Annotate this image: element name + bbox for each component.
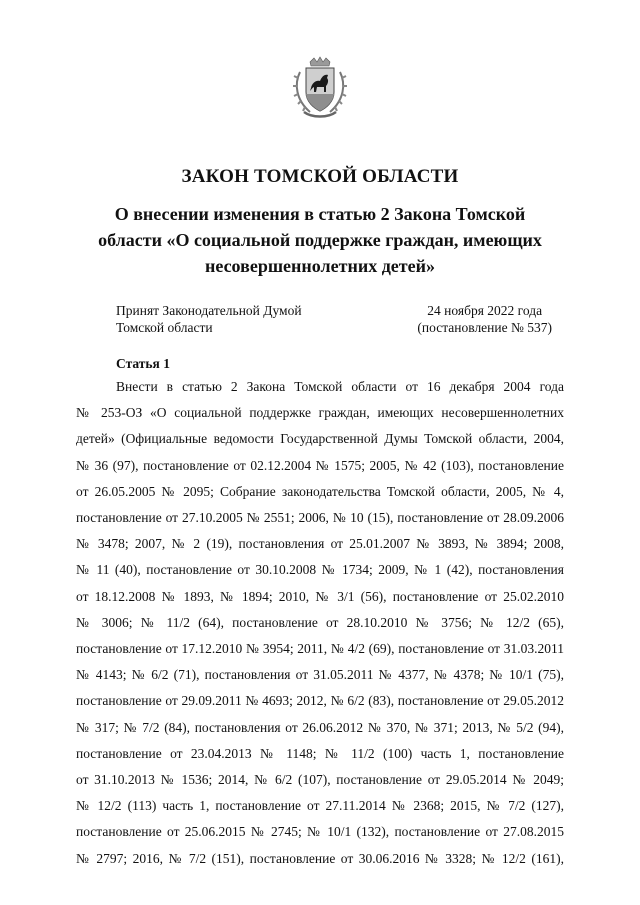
article-line: от 31.10.2013 № 1536; 2014, № 6/2 (107), постановление от 29.05.2014 № 2049;	[76, 772, 564, 788]
document-subtitle	[70, 201, 570, 279]
article-line: № 2797; 2016, № 7/2 (151), постановление от 30.06.2016 № 3328; № 12/2 (161),	[76, 850, 564, 866]
article-line: № 253-ОЗ «О социальной поддержке граждан, имеющих несовершеннолетних	[76, 405, 564, 421]
adoption-body-line: Томской области	[116, 320, 213, 335]
article-line: № 36 (97), постановление от 02.12.2004 № 1575; 2005, № 42 (103), постановление	[76, 457, 564, 473]
article-line: от 26.05.2005 № 2095; Собрание законодательства Томской области, 2005, № 4,	[76, 483, 564, 499]
article-body	[76, 374, 564, 872]
article-line: постановление от 27.10.2005 № 2551; 2006, № 10 (15), постановление от 28.09.2006	[76, 510, 564, 526]
article-line: Внести в статью 2 Закона Томской области от 16 декабря 2004 года	[116, 379, 564, 394]
article-line: постановление от 23.04.2013 № 1148; № 11/2 (100) часть 1, постановление	[76, 745, 564, 761]
article-line: № 3478; 2007, № 2 (19), постановления от 25.01.2007 № 3893, № 3894; 2008,	[76, 536, 564, 552]
article-line: № 4143; № 6/2 (71), постановления от 31.05.2011 № 4377, № 4378; № 10/1 (75),	[76, 667, 564, 683]
article-line: детей» (Официальные ведомости Государственной Думы Томской области, 2004,	[76, 431, 564, 447]
article-line: постановление от 25.06.2015 № 2745; № 10/1 (132), постановление от 27.08.2015	[76, 824, 564, 840]
article-line: № 11 (40), постановление от 30.10.2008 № 1734; 2009, № 1 (42), постановления	[76, 562, 564, 578]
adoption-date	[417, 302, 552, 336]
adoption-body	[116, 302, 302, 336]
article-line: № 3006; № 11/2 (64), постановление от 28.10.2010 № 3756; № 12/2 (65),	[76, 614, 564, 630]
article-line: от 18.12.2008 № 1893, № 1894; 2010, № 3/1 (56), постановление от 25.02.2010	[76, 588, 564, 604]
article-line: постановление от 29.09.2011 № 4693; 2012, № 6/2 (83), постановление от 29.05.2012	[76, 693, 564, 709]
document-title: ЗАКОН ТОМСКОЙ ОБЛАСТИ	[181, 166, 459, 187]
article-heading: Статья 1	[116, 356, 170, 371]
adoption-body-line: Принят Законодательной Думой	[116, 303, 302, 318]
coat-of-arms-icon	[292, 56, 348, 120]
article-line: № 12/2 (113) часть 1, постановление от 27.11.2014 № 2368; 2015, № 7/2 (127),	[76, 798, 564, 814]
article-line: постановление от 17.12.2010 № 3954; 2011, № 4/2 (69), постановление от 31.03.2011	[76, 641, 564, 657]
subtitle-line: несовершеннолетних детей»	[204, 256, 435, 276]
article-line: № 317; № 7/2 (84), постановления от 26.06.2012 № 370, № 371; 2013, № 5/2 (94),	[76, 719, 564, 735]
adoption-date-line: 24 ноября 2022 года	[427, 303, 543, 318]
adoption-resolution-line: (постановление № 537)	[417, 320, 552, 335]
subtitle-line: О внесении изменения в статью 2 Закона Томской	[114, 204, 526, 224]
subtitle-line: области «О социальной поддержке граждан, имеющих	[98, 230, 542, 250]
